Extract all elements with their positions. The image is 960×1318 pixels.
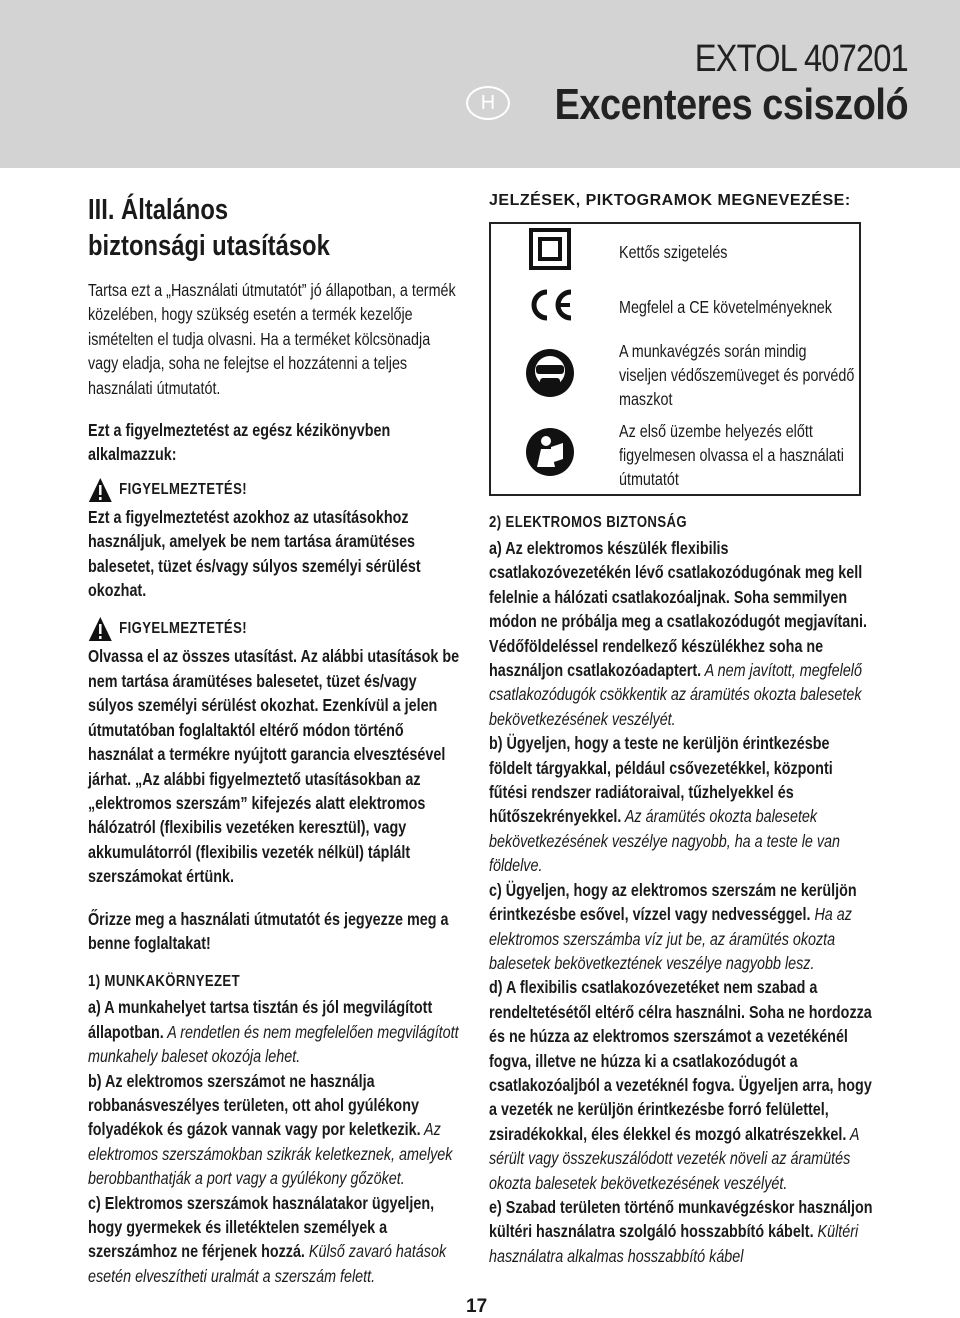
left-column (88, 192, 462, 1288)
intro-paragraph: Tartsa ezt a „Használati útmutatót” jó állapotban, a termék közelében, hogy szükség esetén a termék kezelője ismételten el tudja olvasni. Ha a terméket kölcsönadja vagy eladja, soha ne felejtse el hozzátenni a teljes használati útmutatót. (88, 280, 456, 398)
rule-2d: d) A flexibilis csatlakozóvezetéket nem szabad a rendeltetésétől eltérő célra használni. Soha ne hordozza és ne húzza az elektromos szerszámot a vezetékénél fogva, illetve ne húzza ki a csatlakozódugót a csatlakozóaljból a vezetéknél fogva. Ügyeljen arra, hogy a vezeték ne kerüljön érintkezésbe forró felülettel, zsiradékokkal, éles élekkel és mozgó alkatrészekkel. A sérült vagy összekuszálódott vezeték növeli az áramütés okozta balesetek bekövetkezésének veszélyét. (489, 977, 872, 1193)
rule-1a: a) A munkahelyet tartsa tisztán és jól megvilágított állapotban. A rendetlen és nem megfelelően megvilágított munkahely baleset okozója lehet. (88, 997, 459, 1067)
page-header (0, 0, 960, 168)
rule-2e: e) Szabad területen történő munkavégzéskor használjon kültéri használatra szolgáló hosszabbító kábelt. Kültéri használatra alkalmas hosszabbító kábel (489, 1196, 873, 1266)
page-number: 17 (466, 1296, 488, 1317)
language-badge: H (466, 86, 510, 120)
rule-2a: a) Az elektromos készülék flexibilis csatlakozóvezetékén lévő csatlakozódugónak meg kell felelnie a hálózati csatlakozóaljnak. Soha semmilyen módon ne próbálja meg a csatlakozódugót megjavítani. Védőföldeléssel rendelkező készülékhez soha ne használjon csatlakozóadaptert. A nem javított, megfelelő csatlakozódugók csökkentik az áramütés okozta balesetek bekövetkezésének veszélyét. (489, 538, 867, 729)
warning-label-1: FIGYELMEZTETÉS! (119, 480, 248, 498)
warning-text-2: Olvassa el az összes utasítást. Az alábbi utasítások be nem tartása áramütéses balesetet, tüzet és/vagy súlyos személyi sérülést okozhat. Ezenkívül a jelen útmutatóban foglaltaktól eltérő módon történő használat a termékre nyújtott garancia elvesztésével járhat. „Az alábbi figyelmeztető utasításokban az „elektromos szerszám” kifejezés alatt elektromos hálózatról (flexibilis vezetéken keresztül), vagy akkumulátorról (flexibilis vezeték nélkül) táplált szerszámokat értünk. (88, 646, 460, 887)
symbol-row (490, 223, 860, 279)
rule-1b: b) Az elektromos szerszámot ne használja robbanásveszélyes területen, ott ahol gyúlékony folyadékok és gázok vannak vagy por keletkezik. Az elektromos szerszámokban szikrák keletkeznek, amelyek berobbanthatják a port vagy a gyúlékony gőzöket. (88, 1070, 453, 1189)
warning-triangle-icon (88, 616, 113, 642)
symbol-text: Kettős szigetelés (619, 241, 728, 262)
symbols-title: JELZÉSEK, PIKTOGRAMOK MEGNEVEZÉSE: (489, 192, 851, 209)
ce-mark-icon (525, 287, 575, 323)
warning-heading-1 (88, 477, 462, 503)
read-manual-icon (525, 427, 575, 477)
section-2-title: 2) ELEKTROMOS BIZTONSÁG (489, 514, 687, 531)
right-column (489, 192, 873, 1268)
symbol-text: Megfelel a CE követelményeknek (619, 297, 832, 317)
protective-gear-icon (525, 348, 575, 398)
rule-1c: c) Elektromos szerszámok használatakor ügyeljen, hogy gyermekek és illetéktelen személyek a szerszámhoz ne férjenek hozzá. Külső zavaró hatások esetén elveszítheti uralmát a szerszám felett. (88, 1192, 447, 1286)
double-insulation-icon (528, 227, 572, 271)
product-name: Excenteres csiszoló (554, 80, 908, 129)
apply-note: Ezt a figyelmeztetést az egész kézikönyvben alkalmazzuk: (88, 420, 391, 465)
section-1-title: 1) MUNKAKÖRNYEZET (88, 973, 241, 991)
section-title-line2: biztonsági utasítások (88, 230, 330, 262)
warning-text-1: Ezt a figyelmeztetést azokhoz az utasításokhoz használjuk, amelyek be nem tartása áramütéses balesetet, tüzet és/vagy súlyos személyi sérülést okozhat. (88, 506, 421, 601)
symbol-text: Az első üzembe helyezés előtt figyelmesen olvassa el a használati útmutatót (619, 420, 844, 489)
keep-manual-note: Őrizze meg a használati útmutatót és jegyezze meg a benne foglaltakat! (88, 908, 449, 953)
symbols-table (489, 222, 861, 496)
symbol-text: A munkavégzés során mindig viseljen védőszemüveget és porvédő maszkot (619, 341, 855, 409)
warning-heading-2 (88, 616, 462, 642)
symbol-row (490, 415, 860, 495)
rule-2b: b) Ügyeljen, hogy a teste ne kerüljön érintkezésbe földelt tárgyakkal, például csővezetékkel, központi fűtési rendszer radiátoraival, tűzhelyekkel és hűtőszekrényekkel. Az áramütés okozta balesetek bekövetkezésének veszélye nagyobb, ha a teste le van földelve. (489, 733, 841, 876)
model-number: EXTOL 407201 (694, 38, 908, 80)
rule-2c: c) Ügyeljen, hogy az elektromos szerszám ne kerüljön érintkezésbe esővel, vízzel vagy nedvességgel. Ha az elektromos szerszámba víz jut be, az áramütés okozta balesetek bekövetkeztének veszélye nagyobb lesz. (489, 879, 857, 973)
symbol-row (490, 279, 860, 335)
symbol-row (490, 335, 860, 415)
warning-label-2: FIGYELMEZTETÉS! (119, 620, 248, 638)
section-title (88, 192, 462, 264)
warning-triangle-icon (88, 477, 113, 503)
section-title-line1: III. Általános (88, 194, 229, 226)
